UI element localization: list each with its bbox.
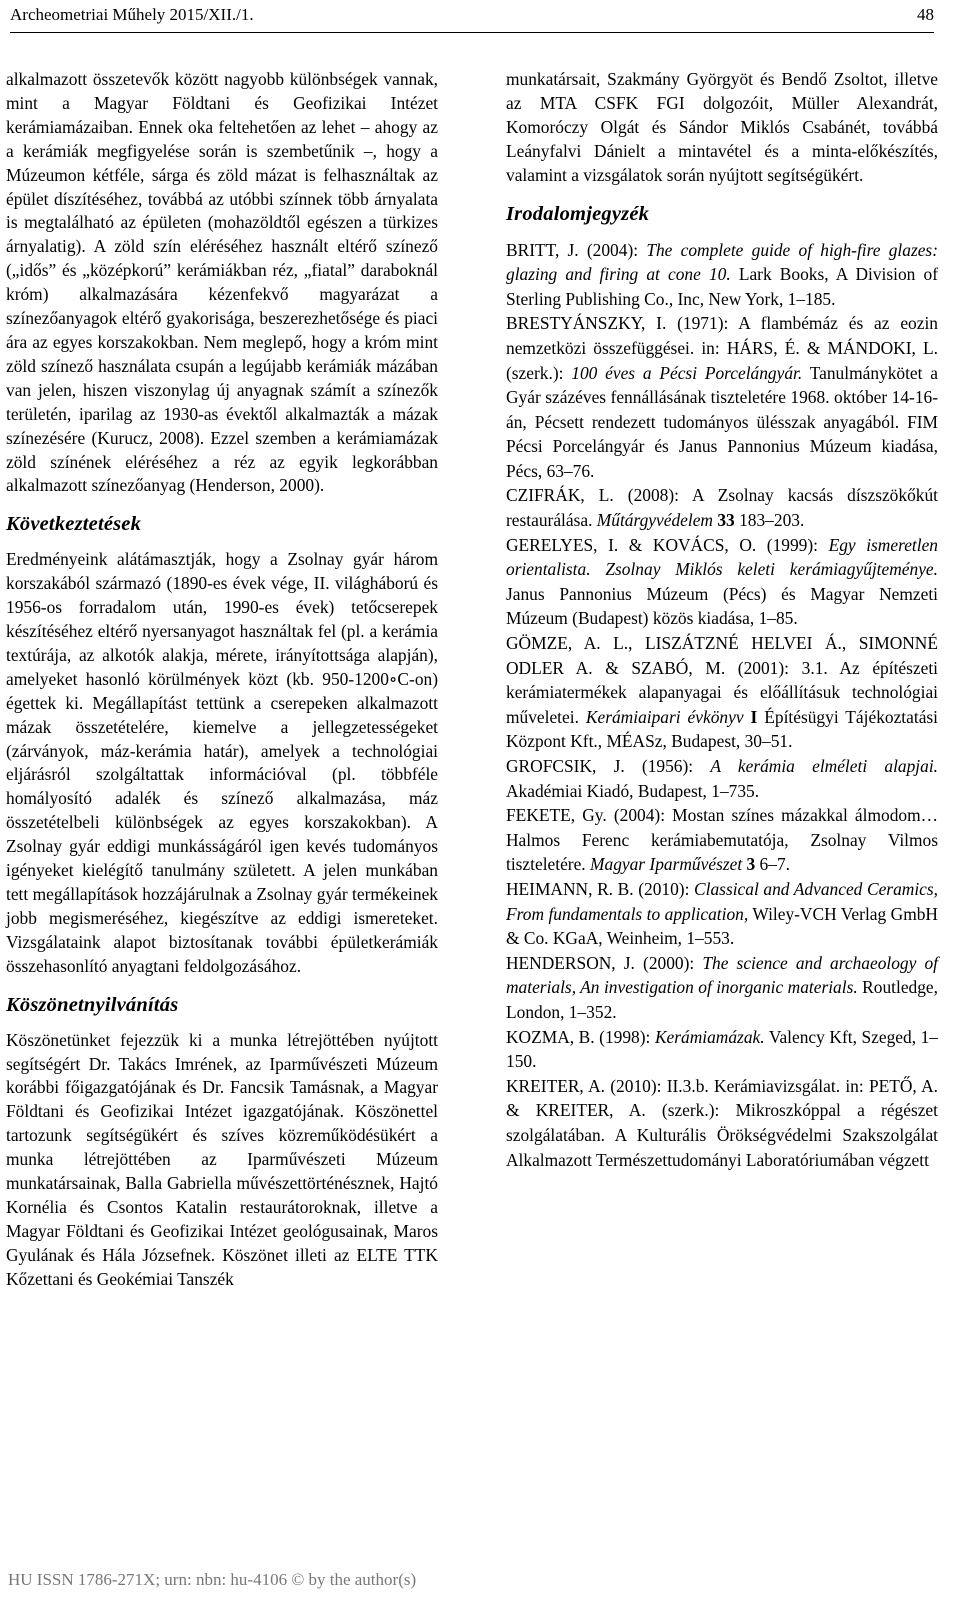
- reference-pre-text: KOZMA, B. (1998):: [506, 1026, 655, 1047]
- reference-it-text: The complete guide of high-fire glazes: glazing and firing at cone 10.: [506, 239, 938, 285]
- page-number: 48: [917, 5, 934, 24]
- reference-entry: [506, 951, 938, 1025]
- reference-pre-text: GERELYES, I. & KOVÁCS, O. (1999):: [506, 534, 829, 555]
- body-paragraph: Köszönetünket fejezzük ki a munka létrejöttében nyújtott segítségért Dr. Takács Imrének, az Iparművészeti Múzeum korábbi főigazgatójának és Dr. Fancsik Tamásnak, a Magyar Földtani és Geofizikai Intézet igazgatójának. Köszönettel tartozunk segítségükért és szíves közreműködésükért a munka létrejöttében az Iparművészeti Múzeum munkatársainak, Balla Gabriella művészettörténésznek, Hajtó Kornélia és Csontos Katalin restaurátoroknak, illetve a Magyar Földtani és Geofizikai Intézet geológusainak, Maros Gyulának és Hála Józsefnek. Köszönet illeti az ELTE TTK Kőzettani és Geokémiai Tanszék: [6, 1029, 438, 1289]
- reference-it-text: 100 éves a Pécsi Porcelángyár.: [571, 362, 803, 383]
- reference-post-text: Akadémiai Kiadó, Budapest, 1–735.: [506, 780, 760, 801]
- body-paragraph: munkatársait, Szakmány Györgyöt és Bendő Zsoltot, illetve az MTA CSFK FGI dolgozóit, Müller Alexandrát, Komoróczy Olgát és Sándor Miklós Csabánét, továbbá Leányfalvi Dánielt a mintavétel és a minta-előkészítés, valamint a vizsgálatok során nyújtott segítségükért.: [506, 69, 938, 185]
- reference-entry: [506, 1025, 938, 1074]
- section-heading-conclusions: Következtetések: [6, 513, 142, 536]
- reference-entry: [506, 1074, 938, 1172]
- left-column: [6, 68, 438, 1292]
- reference-entry: [506, 877, 938, 951]
- page-footer: [8, 1568, 932, 1592]
- reference-bold-text: 3: [742, 854, 756, 875]
- reference-it-text: Classical and Advanced Ceramics, From fundamentals to application,: [506, 878, 938, 924]
- reference-pre-text: FEKETE, Gy. (2004): Mostan színes mázakkal álmodom… Halmos Ferenc kerámiabemutatója, Zsolnay Vilmos tiszteletére.: [506, 805, 938, 875]
- section-heading-references: Irodalomjegyzék: [506, 202, 650, 225]
- reference-post-text: Routledge, London, 1–352.: [506, 977, 938, 1022]
- reference-pre-text: BRESTYÁNSZKY, I. (1971): A flambémáz és az eozin nemzetközi összefüggései. in: HÁRS, É. & MÁNDOKI, L. (szerk.):: [506, 313, 938, 383]
- reference-pre-text: KREITER, A. (2010): II.3.b. Kerámiavizsgálat. in: PETŐ, A. & KREITER, A. (szerk.): Mikroszkóppal a régészet szolgálatában. A Kulturális Örökségvédelmi Szakszolgálat Alkalmazott Természettudományi Laboratóriumában végzett: [506, 1075, 938, 1170]
- section-heading-acknowledgements: Köszönetnyilvánítás: [6, 993, 179, 1016]
- reference-entry: [506, 533, 938, 631]
- reference-bold-text: 33: [713, 510, 735, 531]
- reference-it-text: The science and archaeology of materials, An investigation of inorganic materials.: [506, 952, 938, 998]
- reference-post-text: Tanulmánykötet a Gyár százéves fennállásának tiszteletére 1968. október 14-16-án, Pécsett rendezett tudományos ülésszak anyagából. FIM Pécsi Porcelángyár és Janus Pannonius Múzeum kiadása, Pécs, 63–76.: [506, 362, 938, 481]
- reference-pre-text: CZIFRÁK, L. (2008): A Zsolnay kacsás díszszökőkút restaurálása.: [506, 485, 938, 531]
- reference-post-text: 6–7.: [755, 854, 790, 875]
- reference-it-text: Kerámiamázak.: [654, 1026, 765, 1047]
- issn-copyright: HU ISSN 1786-271X; urn: nbn: hu-4106 © by the author(s): [8, 1570, 417, 1589]
- reference-post-text: Építésügyi Tájékoztatási Központ Kft., MÉASz, Budapest, 30–51.: [506, 706, 939, 752]
- reference-post-text: Lark Books, A Division of Sterling Publishing Co., Inc, New York, 1–185.: [506, 264, 938, 309]
- reference-post-text: Janus Pannonius Múzeum (Pécs) és Magyar Nemzeti Múzeum (Budapest) közös kiadása, 1–85.: [506, 583, 938, 629]
- reference-post-text: 183–203.: [734, 510, 805, 531]
- reference-it-text: Magyar Iparművészet: [590, 854, 743, 875]
- reference-pre-text: HEIMANN, R. B. (2010):: [506, 878, 695, 899]
- reference-list: [506, 238, 938, 1173]
- reference-pre-text: BRITT, J. (2004):: [506, 239, 647, 260]
- right-column: [506, 68, 938, 1172]
- journal-title: Archeometriai Műhely 2015/XII./1.: [10, 5, 254, 24]
- reference-it-text: Kerámiaipari évkönyv: [585, 706, 744, 727]
- reference-it-text: Egy ismeretlen orientalista. Zsolnay Miklós keleti kerámiagyűjteménye.: [506, 534, 938, 580]
- reference-bold-text: I: [743, 706, 758, 727]
- reference-entry: [506, 803, 938, 877]
- reference-post-text: Wiley-VCH Verlag GmbH & Co. KGaA, Weinheim, 1–553.: [506, 903, 938, 949]
- body-paragraph: Eredményeink alátámasztják, hogy a Zsolnay gyár három korszakából származó (1890-es évek vége, II. világháború és 1956-os forradalom után, 1990-es évek) tetőcserepek készítéséhez eltérő nyersanyagot használtak fel (pl. a kerámia textúrája, az alkotók alakja, mérete, irányítottsága alapján), amelyeket hasonló körülmények közt (kb. 950-1200∘C-on) égettek ki. Megállapítást tettünk a cserepeken alkalmazott mázak összetételére, kiemelve a jellegzetességeket (zárványok, máz-kerámia határ), amelyek a technológiai eljárásról szolgáltattak információval (pl. többféle homályosító adalék és színező alkalmazása, máz összetételbeli különbségek az egyes korszakokban). A Zsolnay gyár eddigi munkásságáról igen kevés tudományos igényeket kielégítő tanulmány született. A jelen munkában tett megállapítások hozzájárulnak a Zsolnay gyár termékeinek jobb megismeréséhez, kiegészítve az eddigi ismereteket. Vizsgálataink alapot biztosítanak további épületkerámiák összehasonlító anyagtani feldolgozásához.: [6, 549, 438, 976]
- reference-pre-text: HENDERSON, J. (2000):: [506, 952, 703, 973]
- reference-entry: [506, 754, 938, 803]
- reference-pre-text: GROFCSIK, J. (1956):: [506, 756, 711, 776]
- body-paragraph: alkalmazott összetevők között nagyobb különbségek vannak, mint a Magyar Földtani és Geofizikai Intézet kerámiamázaiban. Ennek oka feltehetően az lehet – ahogy az a kerámiák megfigyelése során is szembetűnik –, hogy a Múzeumon kétféle, sárga és zöld mázat is felhasználtak az épület díszítéséhez, továbbá az utóbbi színnek több árnyalata is megtalálható az épületen (mohazöldtől egészen a türkizes árnyalatig). A zöld szín eléréséhez használt eltérő színező („idős” és „középkorú” kerámiákban réz, „fiatal” daraboknál króm) alkalmazására kézenfekvő magyarázat a színezőanyagok eltérő gyakorisága, beszerezhetősége és piaci ára az egyes korszakokban. Nem meglepő, hogy a króm mint zöld színező használata csupán a legújabb kerámiák mázában van jelen, hiszen viszonylag új anyagnak számít a színezők területén, iparilag az 1930-as évektől alkalmazták a mázak színezésére (Kurucz, 2008). Ezzel szemben a kerámiamázak zöld színének eléréséhez a réz az egyik legkorábban alkalmazott színezőanyag (Henderson, 2000).: [6, 69, 438, 496]
- reference-pre-text: GÖMZE, A. L., LISZÁTZNÉ HELVEI Á., SIMONNÉ ODLER A. & SZABÓ, M. (2001): 3.1. Az építészeti kerámiatermékek alapanyagai és előállításuk technológiai műveletei.: [506, 633, 938, 727]
- reference-entry: [506, 631, 938, 754]
- reference-it-text: Műtárgyvédelem: [596, 510, 713, 531]
- reference-entry: [506, 238, 938, 312]
- reference-post-text: Valency Kft, Szeged, 1–150.: [506, 1026, 939, 1072]
- reference-entry: [506, 483, 938, 532]
- reference-it-text: A kerámia elméleti alapjai.: [710, 756, 938, 776]
- reference-entry: [506, 311, 938, 483]
- running-header: [10, 0, 934, 33]
